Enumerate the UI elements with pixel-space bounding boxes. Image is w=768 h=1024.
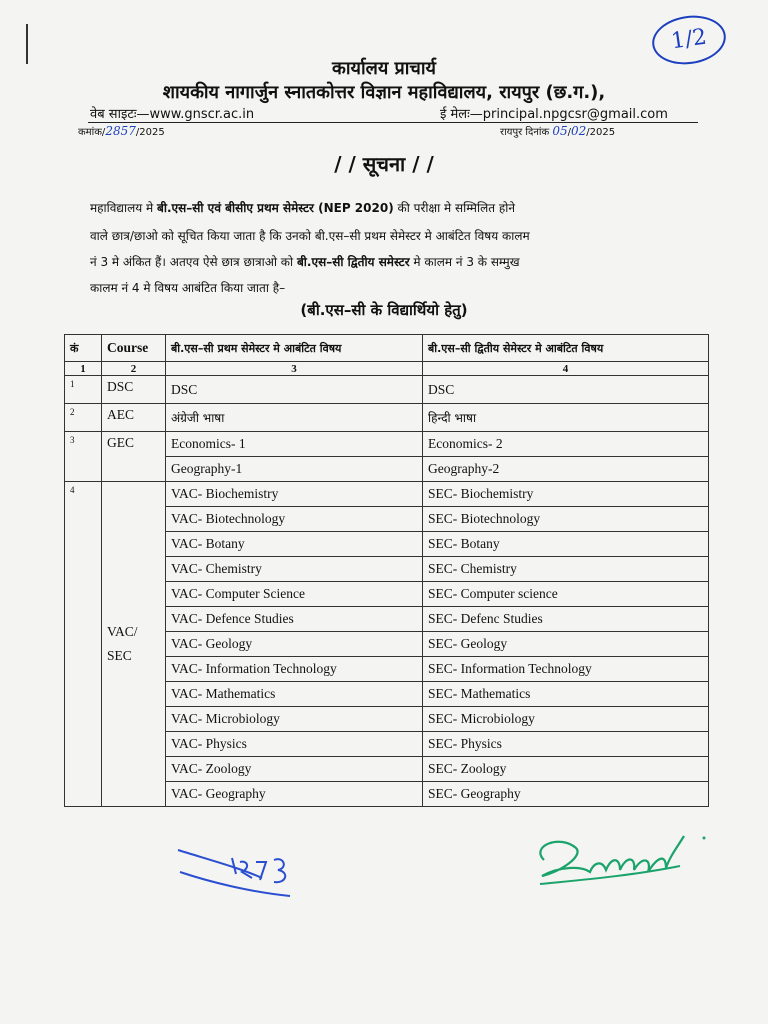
first-semester-cell: DSC — [166, 376, 423, 404]
course-cell — [102, 482, 166, 807]
notice-paragraph-line-4: कालम नं 4 मे विषय आबंटित किया जाता है– — [90, 281, 286, 295]
first-semester-cell: VAC- Mathematics — [166, 682, 423, 707]
date-prefix: रायपुर दिनांक — [500, 127, 550, 138]
first-semester-cell: VAC- Defence Studies — [166, 607, 423, 632]
text-run: की परीक्षा मे सम्मिलित होने — [393, 201, 516, 215]
emphasized-text: बी.एस–सी एवं बीसीए प्रथम सेमेस्टर (NEP 2020) — [157, 201, 394, 215]
date-year: /2025 — [586, 127, 616, 138]
serial-cell: 2 — [65, 404, 102, 432]
header-first-semester: बी.एस–सी प्रथम सेमेस्टर मे आबंटित विषय — [166, 335, 423, 362]
emphasized-text: बी.एस–सी द्वितीय समेस्टर — [296, 255, 410, 269]
notice-heading: / / सूचना / / — [334, 152, 434, 176]
second-semester-cell: SEC- Computer science — [423, 582, 709, 607]
reference-number — [78, 124, 165, 138]
table-row — [65, 404, 709, 432]
date-month: 02 — [571, 124, 587, 138]
first-semester-cell: VAC- Zoology — [166, 757, 423, 782]
first-semester-cell: अंग्रेजी भाषा — [166, 404, 423, 432]
table-header-row — [65, 335, 709, 362]
column-number: 2 — [102, 362, 166, 376]
first-semester-cell: VAC- Biochemistry — [166, 482, 423, 507]
second-semester-cell: SEC- Information Technology — [423, 657, 709, 682]
text-run: महाविद्यालय मे — [90, 201, 158, 215]
first-semester-cell: VAC- Physics — [166, 732, 423, 757]
second-semester-cell: SEC- Botany — [423, 532, 709, 557]
serial-cell: 4 — [65, 482, 102, 807]
first-semester-cell: Economics- 1 — [166, 432, 423, 457]
first-semester-cell: VAC- Biotechnology — [166, 507, 423, 532]
header-serial: कं — [65, 335, 102, 362]
second-semester-cell: DSC — [423, 376, 709, 404]
column-number-row — [65, 362, 709, 376]
reference-handwritten-number: 2857 — [105, 124, 136, 138]
column-number: 1 — [65, 362, 102, 376]
notice-paragraph-line-2: वाले छात्र/छाओ को सूचित किया जाता है कि उनको बी.एस–सी प्रथम सेमेस्टर मे आबंटित विषय कालम — [90, 229, 530, 243]
date-day: 05 — [552, 124, 568, 138]
email-line: ई मेलः—principal.npgcsr@gmail.com — [440, 107, 668, 122]
second-semester-cell: SEC- Biotechnology — [423, 507, 709, 532]
second-semester-cell: SEC- Chemistry — [423, 557, 709, 582]
column-number: 4 — [423, 362, 709, 376]
first-semester-cell: VAC- Information Technology — [166, 657, 423, 682]
serial-cell: 3 — [65, 432, 102, 482]
text-run: मे कालम नं 3 के सम्मुख — [409, 255, 520, 269]
serial-cell: 1 — [65, 376, 102, 404]
second-semester-cell: SEC- Physics — [423, 732, 709, 757]
reference-year: /2025 — [135, 127, 165, 138]
notice-paragraph-line-3 — [90, 250, 686, 274]
second-semester-cell: SEC- Microbiology — [423, 707, 709, 732]
handwritten-initials — [170, 838, 310, 908]
page-number-mark: 1/2 — [649, 11, 729, 69]
table-row — [65, 376, 709, 404]
first-semester-cell: VAC- Microbiology — [166, 707, 423, 732]
office-title: कार्यालय प्राचार्य — [332, 58, 436, 79]
table-row — [65, 482, 709, 507]
first-semester-cell: VAC- Chemistry — [166, 557, 423, 582]
header-second-semester: बी.एस–सी द्वितीय सेमेस्टर मे आबंटित विषय — [423, 335, 709, 362]
column-number: 3 — [166, 362, 423, 376]
subject-allocation-table — [64, 334, 709, 807]
college-name: शायकीय नागार्जुन स्नातकोत्तर विज्ञान महाविद्यालय, रायपुर (छ.ग.), — [162, 82, 606, 103]
reference-prefix: कमांक/ — [78, 127, 106, 138]
principal-signature — [520, 826, 720, 896]
notice-paragraph-line-1 — [90, 196, 686, 220]
course-line: SEC — [107, 648, 132, 663]
second-semester-cell: हिन्दी भाषा — [423, 404, 709, 432]
course-cell: GEC — [102, 432, 166, 482]
text-run: नं 3 मे अंकित हैं। अतएव ऐसे छात्र छात्राओ को — [90, 255, 297, 269]
first-semester-cell: VAC- Geology — [166, 632, 423, 657]
second-semester-cell: Geography-2 — [423, 457, 709, 482]
first-semester-cell: VAC- Botany — [166, 532, 423, 557]
first-semester-cell: VAC- Geography — [166, 782, 423, 807]
course-cell: AEC — [102, 404, 166, 432]
issue-date: रायपुर दिनांक 05/02/2025 — [500, 124, 616, 138]
first-semester-cell: VAC- Computer Science — [166, 582, 423, 607]
second-semester-cell: SEC- Mathematics — [423, 682, 709, 707]
course-cell: DSC — [102, 376, 166, 404]
second-semester-cell: SEC- Defenc Studies — [423, 607, 709, 632]
first-semester-cell: Geography-1 — [166, 457, 423, 482]
second-semester-cell: Economics- 2 — [423, 432, 709, 457]
second-semester-cell: SEC- Biochemistry — [423, 482, 709, 507]
second-semester-cell: SEC- Geology — [423, 632, 709, 657]
table-row — [65, 432, 709, 457]
table-caption: (बी.एस–सी के विद्यार्थियो हेतु) — [300, 301, 468, 319]
second-semester-cell: SEC- Geography — [423, 782, 709, 807]
website-line: वेब साइटः—www.gnscr.ac.in — [90, 107, 255, 122]
course-line: VAC/ — [107, 624, 138, 639]
header-course: Course — [102, 335, 166, 362]
header-divider — [88, 122, 698, 123]
second-semester-cell: SEC- Zoology — [423, 757, 709, 782]
